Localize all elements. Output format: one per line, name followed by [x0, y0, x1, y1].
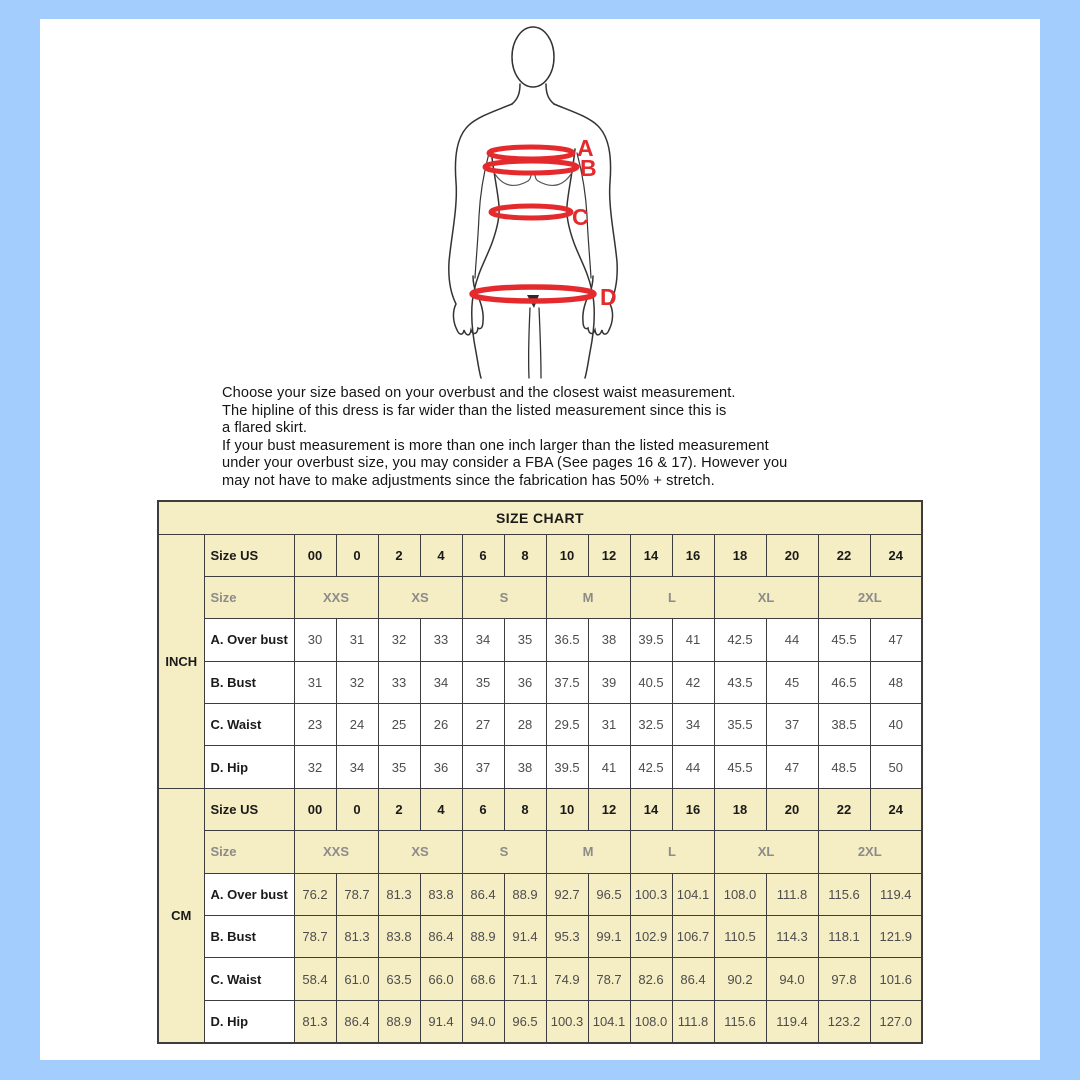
measure-value: 94.0	[462, 1000, 504, 1042]
measure-value: 36	[504, 661, 546, 703]
us-size-cell: 16	[672, 534, 714, 576]
letter-size-cell: S	[462, 831, 546, 873]
section-cm	[158, 788, 922, 1042]
measure-label: D. Hip	[204, 746, 294, 788]
measurement-row	[158, 661, 922, 703]
size-chart-table	[157, 500, 923, 1044]
leg-right-inner	[539, 308, 541, 378]
size-us-row-label: Size US	[204, 534, 294, 576]
measure-value: 88.9	[462, 916, 504, 958]
measure-value: 45.5	[714, 746, 766, 788]
letter-size-cell: M	[546, 831, 630, 873]
measure-value: 34	[336, 746, 378, 788]
measure-value: 58.4	[294, 958, 336, 1000]
measurement-row	[158, 746, 922, 788]
measure-value: 127.0	[870, 1000, 922, 1042]
measure-value: 91.4	[420, 1000, 462, 1042]
measure-value: 66.0	[420, 958, 462, 1000]
neck-right	[546, 84, 554, 104]
measure-value: 31	[294, 661, 336, 703]
letter-size-cell: S	[462, 576, 546, 618]
section-inch	[158, 534, 922, 788]
bust-band	[485, 161, 577, 173]
measure-value: 42	[672, 661, 714, 703]
measure-value: 42.5	[630, 746, 672, 788]
us-size-cell: 4	[420, 534, 462, 576]
measure-value: 104.1	[588, 1000, 630, 1042]
letter-size-cell: L	[630, 576, 714, 618]
measurement-row	[158, 958, 922, 1000]
measure-value: 114.3	[766, 916, 818, 958]
measure-value: 100.3	[630, 873, 672, 915]
letter-size-cell: XS	[378, 831, 462, 873]
us-size-cell: 2	[378, 788, 420, 830]
measure-value: 86.4	[420, 916, 462, 958]
measure-value: 81.3	[336, 916, 378, 958]
measurement-row	[158, 704, 922, 746]
measure-value: 41	[672, 619, 714, 661]
measure-value: 121.9	[870, 916, 922, 958]
description-line: Choose your size based on your overbust and the closest waist measurement.	[222, 385, 736, 401]
measure-value: 86.4	[336, 1000, 378, 1042]
measure-value: 24	[336, 704, 378, 746]
measurement-row	[158, 619, 922, 661]
us-size-cell: 8	[504, 788, 546, 830]
arm-left-inner	[475, 153, 489, 278]
measure-value: 82.6	[630, 958, 672, 1000]
measure-value: 48	[870, 661, 922, 703]
body-measurement-figure	[425, 10, 665, 385]
measure-value: 83.8	[378, 916, 420, 958]
measure-value: 29.5	[546, 704, 588, 746]
measure-value: 37	[766, 704, 818, 746]
measure-value: 88.9	[504, 873, 546, 915]
measure-value: 115.6	[714, 1000, 766, 1042]
measure-value: 32	[294, 746, 336, 788]
measure-value: 39.5	[630, 619, 672, 661]
measure-value: 119.4	[870, 873, 922, 915]
us-size-cell: 18	[714, 534, 766, 576]
measure-value: 25	[378, 704, 420, 746]
size-row-label: Size	[204, 831, 294, 873]
us-size-cell: 24	[870, 788, 922, 830]
measure-value: 44	[766, 619, 818, 661]
measure-value: 78.7	[588, 958, 630, 1000]
description-line: The hipline of this dress is far wider than the listed measurement since this is	[222, 402, 727, 419]
measure-value: 37	[462, 746, 504, 788]
us-size-cell: 16	[672, 788, 714, 830]
measure-value: 111.8	[766, 873, 818, 915]
measure-value: 26	[420, 704, 462, 746]
measure-value: 81.3	[294, 1000, 336, 1042]
description-line: may not have to make adjustments since the fabrication has 50% + stretch.	[222, 472, 715, 489]
measure-value: 95.3	[546, 916, 588, 958]
measure-value: 115.6	[818, 873, 870, 915]
us-size-cell: 12	[588, 534, 630, 576]
description-line: If your bust measurement is more than one inch larger than the listed measurement	[222, 437, 769, 454]
measure-value: 36.5	[546, 619, 588, 661]
measure-value: 36	[420, 746, 462, 788]
letter-size-row	[158, 576, 922, 618]
label-b: B	[580, 155, 597, 181]
measure-value: 38	[588, 619, 630, 661]
measure-value: 78.7	[336, 873, 378, 915]
us-size-cell: 10	[546, 788, 588, 830]
letter-size-cell: L	[630, 831, 714, 873]
measure-value: 34	[672, 704, 714, 746]
measure-value: 86.4	[462, 873, 504, 915]
measure-value: 83.8	[420, 873, 462, 915]
measure-value: 33	[378, 661, 420, 703]
measure-value: 99.1	[588, 916, 630, 958]
us-size-cell: 20	[766, 788, 818, 830]
waist-band	[491, 206, 571, 218]
us-size-cell: 0	[336, 788, 378, 830]
measure-value: 35.5	[714, 704, 766, 746]
measure-value: 92.7	[546, 873, 588, 915]
us-size-cell: 6	[462, 788, 504, 830]
measure-value: 27	[462, 704, 504, 746]
letter-size-cell: M	[546, 576, 630, 618]
measure-value: 45	[766, 661, 818, 703]
measure-value: 119.4	[766, 1000, 818, 1042]
measure-value: 86.4	[672, 958, 714, 1000]
size-guidance-text	[222, 385, 882, 491]
measure-value: 68.6	[462, 958, 504, 1000]
us-size-cell: 00	[294, 788, 336, 830]
neck-left	[512, 84, 520, 104]
letter-size-cell: 2XL	[818, 831, 922, 873]
measure-label: A. Over bust	[204, 873, 294, 915]
measure-value: 104.1	[672, 873, 714, 915]
us-size-cell: 24	[870, 534, 922, 576]
label-d: D	[600, 284, 617, 310]
measure-value: 35	[462, 661, 504, 703]
measure-value: 90.2	[714, 958, 766, 1000]
head	[512, 27, 554, 87]
size-us-row-label: Size US	[204, 788, 294, 830]
measure-value: 110.5	[714, 916, 766, 958]
measure-value: 96.5	[588, 873, 630, 915]
us-size-cell: 18	[714, 788, 766, 830]
us-size-cell: 4	[420, 788, 462, 830]
letter-size-cell: XXS	[294, 831, 378, 873]
measure-value: 41	[588, 746, 630, 788]
measure-value: 50	[870, 746, 922, 788]
table-title-row	[158, 501, 922, 534]
description-line: a flared skirt.	[222, 420, 308, 437]
measure-value: 44	[672, 746, 714, 788]
measure-value: 100.3	[546, 1000, 588, 1042]
measure-value: 108.0	[714, 873, 766, 915]
letter-size-cell: 2XL	[818, 576, 922, 618]
measure-label: D. Hip	[204, 1000, 294, 1042]
measure-value: 71.1	[504, 958, 546, 1000]
measure-value: 32	[378, 619, 420, 661]
measure-value: 63.5	[378, 958, 420, 1000]
description-line: under your overbust size, you may consider a FBA (See pages 16 & 17). However you	[222, 455, 788, 472]
measure-value: 38	[504, 746, 546, 788]
hip-band	[472, 287, 594, 301]
us-size-cell: 14	[630, 788, 672, 830]
measure-value: 34	[462, 619, 504, 661]
us-size-cell: 14	[630, 534, 672, 576]
size-row-label: Size	[204, 576, 294, 618]
unit-label: CM	[158, 788, 204, 1042]
measure-value: 31	[588, 704, 630, 746]
measure-label: B. Bust	[204, 661, 294, 703]
measure-value: 39.5	[546, 746, 588, 788]
label-c: C	[572, 204, 589, 230]
measure-label: B. Bust	[204, 916, 294, 958]
measure-value: 74.9	[546, 958, 588, 1000]
measure-value: 101.6	[870, 958, 922, 1000]
measure-value: 47	[870, 619, 922, 661]
measure-value: 97.8	[818, 958, 870, 1000]
measure-value: 35	[378, 746, 420, 788]
us-size-cell: 00	[294, 534, 336, 576]
measure-label: C. Waist	[204, 704, 294, 746]
us-size-cell: 0	[336, 534, 378, 576]
measure-value: 28	[504, 704, 546, 746]
us-size-cell: 12	[588, 788, 630, 830]
measure-value: 106.7	[672, 916, 714, 958]
measurement-row	[158, 1000, 922, 1042]
us-size-cell: 8	[504, 534, 546, 576]
us-size-cell: 20	[766, 534, 818, 576]
measure-value: 40	[870, 704, 922, 746]
letter-size-row	[158, 831, 922, 873]
size-chart-title: SIZE CHART	[158, 501, 922, 534]
us-size-cell: 2	[378, 534, 420, 576]
measure-value: 118.1	[818, 916, 870, 958]
measure-value: 81.3	[378, 873, 420, 915]
us-size-row	[158, 788, 922, 830]
measure-value: 111.8	[672, 1000, 714, 1042]
measurement-row	[158, 873, 922, 915]
measure-value: 38.5	[818, 704, 870, 746]
measure-value: 23	[294, 704, 336, 746]
measure-value: 35	[504, 619, 546, 661]
measure-value: 40.5	[630, 661, 672, 703]
measure-label: C. Waist	[204, 958, 294, 1000]
measure-value: 61.0	[336, 958, 378, 1000]
measure-value: 42.5	[714, 619, 766, 661]
measure-value: 32	[336, 661, 378, 703]
measure-value: 34	[420, 661, 462, 703]
us-size-cell: 10	[546, 534, 588, 576]
letter-size-cell: XS	[378, 576, 462, 618]
measure-value: 46.5	[818, 661, 870, 703]
measure-value: 43.5	[714, 661, 766, 703]
measure-value: 91.4	[504, 916, 546, 958]
measure-value: 45.5	[818, 619, 870, 661]
measure-value: 39	[588, 661, 630, 703]
measure-value: 94.0	[766, 958, 818, 1000]
label-a: A	[577, 135, 594, 161]
measure-value: 108.0	[630, 1000, 672, 1042]
measure-value: 30	[294, 619, 336, 661]
measure-label: A. Over bust	[204, 619, 294, 661]
letter-size-cell: XXS	[294, 576, 378, 618]
measure-value: 78.7	[294, 916, 336, 958]
letter-size-cell: XL	[714, 576, 818, 618]
measure-value: 37.5	[546, 661, 588, 703]
measurement-row	[158, 916, 922, 958]
us-size-cell: 22	[818, 534, 870, 576]
measure-value: 32.5	[630, 704, 672, 746]
measure-value: 31	[336, 619, 378, 661]
measure-value: 76.2	[294, 873, 336, 915]
body-outline	[449, 27, 617, 378]
us-size-cell: 22	[818, 788, 870, 830]
leg-left-inner	[529, 308, 530, 378]
unit-label: INCH	[158, 534, 204, 788]
measure-value: 88.9	[378, 1000, 420, 1042]
us-size-cell: 6	[462, 534, 504, 576]
measure-value: 96.5	[504, 1000, 546, 1042]
overbust-band	[489, 147, 573, 159]
measure-value: 33	[420, 619, 462, 661]
measure-value: 102.9	[630, 916, 672, 958]
measure-value: 47	[766, 746, 818, 788]
measure-value: 48.5	[818, 746, 870, 788]
letter-size-cell: XL	[714, 831, 818, 873]
measure-value: 123.2	[818, 1000, 870, 1042]
us-size-row	[158, 534, 922, 576]
